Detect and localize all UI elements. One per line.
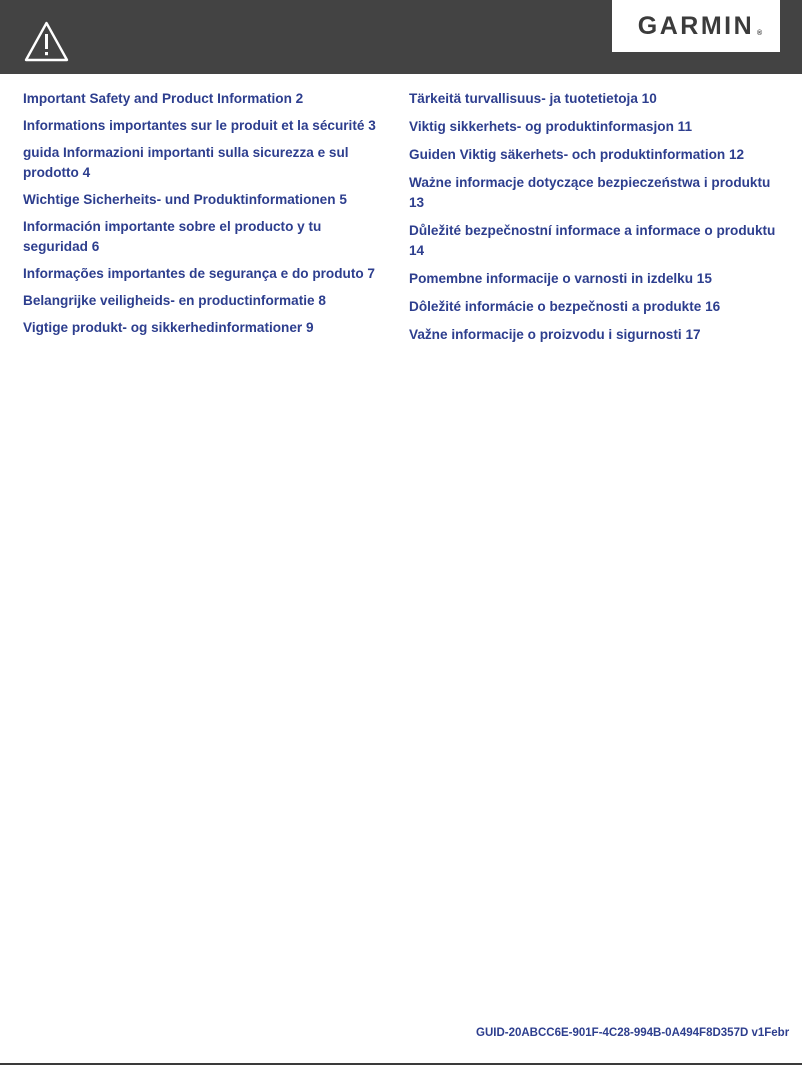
toc-link[interactable]: guida Informazioni importanti sulla sicurezza e sul prodotto 4 xyxy=(23,145,349,180)
toc-link[interactable]: Vigtige produkt- og sikkerhedinformationer 9 xyxy=(23,320,314,335)
registered-mark: ® xyxy=(757,29,763,37)
toc-link[interactable]: Tärkeitä turvallisuus- ja tuotetietoja 10 xyxy=(409,91,657,106)
toc-link[interactable]: Información importante sobre el producto y tu seguridad 6 xyxy=(23,219,322,254)
toc-link[interactable]: Informações importantes de segurança e do produto 7 xyxy=(23,266,375,281)
warning-triangle-icon xyxy=(23,20,70,63)
logo-text: GARMIN ® xyxy=(637,11,763,40)
toc-link[interactable]: Važne informacije o proizvodu i sigurnosti 17 xyxy=(409,327,701,342)
toc-link[interactable]: Viktig sikkerhets- og produktinformasjon 11 xyxy=(409,119,693,134)
toc-link[interactable]: Pomembne informacije o varnosti in izdelku 15 xyxy=(409,271,712,286)
toc-link[interactable]: Informations importantes sur le produit et la sécurité 3 xyxy=(23,118,376,133)
toc-link[interactable]: Ważne informacje dotyczące bezpieczeństwa i produktu 13 xyxy=(409,175,771,210)
bottom-rule xyxy=(0,1063,802,1065)
toc-left-column xyxy=(23,89,383,345)
toc-right-column xyxy=(409,89,779,353)
page-header xyxy=(0,0,802,74)
garmin-logo xyxy=(612,0,780,52)
toc-link[interactable]: Dôležité informácie o bezpečnosti a produkte 16 xyxy=(409,299,721,314)
document-id: GUID-20ABCC6E-901F-4C28-994B-0A494F8D357D v1Febr xyxy=(476,1027,790,1039)
toc-link[interactable]: Důležité bezpečnostní informace a informace o produktu 14 xyxy=(409,223,776,258)
toc-link[interactable]: Guiden Viktig säkerhets- och produktinformation 12 xyxy=(409,147,745,162)
toc-link[interactable]: Important Safety and Product Information 2 xyxy=(23,91,304,106)
toc-link[interactable]: Wichtige Sicherheits- und Produktinformationen 5 xyxy=(23,192,347,207)
toc-link[interactable]: Belangrijke veiligheids- en productinformatie 8 xyxy=(23,293,326,308)
